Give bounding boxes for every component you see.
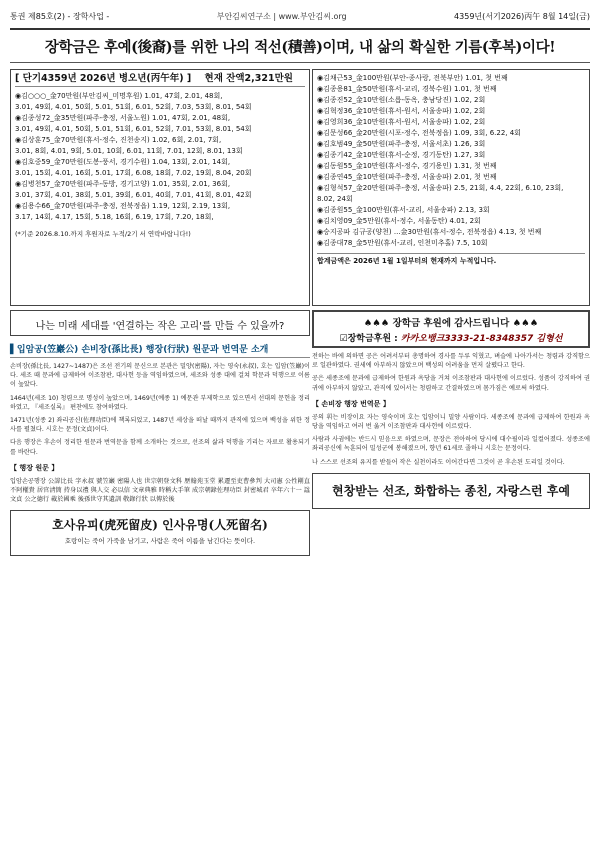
donor-left-10: ◉김용수66_金70만원(파주-충정, 전북정읍) 1.19, 12회, 2.19, 13회, <box>15 202 231 210</box>
newsletter-page <box>10 8 590 844</box>
donor-right-5: ◉김문성66_金20만원(시포-정수, 전북정읍) 1.09, 3회, 6.22, 4회 <box>317 129 521 137</box>
donor-left-2: ◉김종성72_金35만원(파주-충정, 서울노원) 1.01, 47회, 2.01, 48회, <box>15 114 231 122</box>
donor-list-right <box>312 69 590 306</box>
total-note: 합계금액은 2026년 1월 1일부터의 현재까지 누적입니다. <box>317 253 585 267</box>
article-left-column <box>10 310 310 556</box>
date-label: 4359년(서기2026)丙午 8월 14일(금) <box>454 12 590 21</box>
donor-note: (*기준 2026.8.10.까지 후원자로 누적/2기 서 연락바랍니다!) <box>15 230 191 238</box>
article-title: ▌입암공(笠巖公) 손비장(孫比長) 행장(行狀) 원문과 번역문 소개 <box>10 342 310 358</box>
article-paragraph: 다음 행장은 후손이 정리한 원문과 번역문을 함께 소개하는 것으로, 선조의 삶과 덕행을 기리는 자료로 활용되기를 바란다. <box>10 439 310 456</box>
fund-balance: 현재 잔액2,321만원 <box>204 73 293 84</box>
article-paragraph: 손비장(孫比長, 1427~1487)은 조선 전기의 문신으로 본관은 밀양(密陽), 자는 영숙(永叔), 호는 입암(笠巖)이다. 세조 때 문과에 급제하여 이조참판, 대사헌 등을 역임하였으며, 세조와 성종 대에 걸쳐 학문과 덕행으로 이름이 높았다. <box>10 363 310 389</box>
donor-left-0: ◉김○○○_金70만원(부안김씨_미명후원) 1.01, 47회, 2.01, 48회, <box>15 92 223 100</box>
donor-right-14: ◉승지공파 김규공(양천) ...金30만원(휴서-정수, 전북정읍) 4.13, 첫 번째 <box>317 228 542 236</box>
donor-right-6: ◉김호범49_金50만원(파주-충정, 서울서초) 1.26, 3회 <box>317 140 486 148</box>
slogan-banner: 현창받는 선조, 화합하는 종친, 자랑스런 후예 <box>312 473 590 509</box>
article-paragraph: 1471년(성종 2) 좌리공신(佐理功臣)에 책록되었고, 1487년 세상을 떠날 때까지 관직에 있으며 백성을 위한 정사를 펼쳤다. 시호는 문정(文貞)이다. <box>10 417 310 434</box>
donor-right-13: ◉김치영09_金5만원(휴서-정수, 서울동탄) 4.01, 2회 <box>317 217 481 225</box>
article-paragraph: 1464년(세조 10) 청렴으로 명성이 높았으며, 1469년(예종 1) 예문관 부제학으로 있으면서 선대의 문헌을 정리하였고, 『세조실록』 편찬에도 참여하였다. <box>10 394 310 411</box>
proverb-title: 호사유피(虎死留皮) 인사유명(人死留名) <box>52 518 268 533</box>
fund-status <box>15 73 305 87</box>
donation-label: ☑장학금후원 : <box>339 334 398 344</box>
translation-heading: 【 손비장 행장 번역문 】 <box>312 399 390 408</box>
donor-right-4: ◉김영희36_金10만원(휴서-원서, 서울송파) 1.02, 2회 <box>317 118 486 126</box>
original-text: 입암손공행장 公諱比長 字永叔 號笠巖 密陽人也 世宗朝登文科 歷翰苑玉堂 累遷至吏曹參判 大司憲 公性剛直 不阿權貴 居官淸簡 持身以禮 與人交 必以信 文章典雅 時稱大手筆 成宗朝錄佐理功臣 封密城君 卒年六十一 諡文貞 公之德行 載於國乘 後孫世守其遺訓 敬錄行狀 以傳於後 <box>10 477 310 504</box>
proverb-box <box>10 510 310 556</box>
donor-right-2: ◉김종진52_金10만원(소릅-동옥, 충남당진) 1.02, 2회 <box>317 96 486 104</box>
donor-left-3: 3.01, 49회, 4.01, 50회, 5.01, 51회, 6.01, 52회, 7.01, 53회, 8.01, 54회 <box>15 125 252 133</box>
donor-right-12: ◉김종원55_金100만원(휴서-교리, 서울송파) 2.13, 3회 <box>317 206 490 214</box>
donor-left-9: 3.01, 37회, 4.01, 38회, 5.01, 39회, 6.01, 40회, 7.01, 41회, 8.01, 42회 <box>15 191 252 199</box>
donor-left-5: 3.01, 8회, 4.01, 9회, 5.01, 10회, 6.01, 11회, 7.01, 12회, 8.01, 13회 <box>15 147 243 155</box>
donor-right-10: ◉김형석57_金20만원(파주-충정, 서울송파) 2.5, 21회, 4.4, 22회, 6.10, 23회, <box>317 184 564 192</box>
issue-label: 통권 제85호(2) - 장학사업 - <box>10 12 110 21</box>
donation-account-line <box>320 331 582 344</box>
donor-left-11: 3.17, 14회, 4.17, 15회, 5.18, 16회, 6.19, 17회, 7.20, 18회, <box>15 213 214 221</box>
article-paragraph: 공은 세종조에 문과에 급제하여 한원과 옥당을 거쳐 이조참판과 대사헌에 이르렀다. 성품이 강직하여 권귀에 아부하지 않았고, 관직에 있어서는 청렴하고 간결하였으며 몸가짐은 예로써 하였다. <box>312 375 590 392</box>
article-paragraph: 공의 휘는 비장이요 자는 영숙이며 호는 입암이니 밀양 사람이다. 세종조에 문과에 급제하여 한원과 옥당을 역임하고 여러 번 옮겨 이조참판과 대사헌에 이르렀다. <box>312 413 590 431</box>
donation-thanks: ♠♠♠ 장학금 후원에 감사드립니다 ♠♠♠ <box>363 318 539 329</box>
article-paragraph: 사람과 사귐에는 반드시 믿음으로 하였으며, 문장은 전아하여 당시에 대수필이라 일컬어졌다. 성종조에 좌리공신에 녹훈되어 밀성군에 봉해졌으며, 향년 61세로 졸하니 시호는 문정이다. <box>312 436 590 453</box>
fund-year-label: [ 단기4359년 2026년 병오년(丙午年) ] <box>15 73 192 84</box>
donor-left-6: ◉김호중59_金70만원(도봉-풍서, 경기수원) 1.04, 13회, 2.01, 14회, <box>15 158 231 166</box>
article-section <box>10 310 590 556</box>
quote-box: 나는 미래 세대를 '연결하는 작은 고리'를 만들 수 있을까? <box>10 310 310 336</box>
donor-left-1: 3.01, 49회, 4.01, 50회, 5.01, 51회, 6.01, 52회, 7.03, 53회, 8.01, 54회 <box>15 103 252 111</box>
donor-section <box>10 69 590 306</box>
donor-right-1: ◉김종용81_金50만원(휴서-교리, 경북수원) 1.01, 첫 번째 <box>317 85 497 93</box>
donor-right-8: ◉김동원55_金10만원(휴서-정수, 경기용인) 1.31, 첫 번째 <box>317 162 497 170</box>
donor-list-left <box>10 69 310 306</box>
article-paragraph: 나 스스로 선조의 유지를 받들어 작은 실천이라도 이어간다면 그것이 곧 후손된 도리일 것이다. <box>312 458 565 466</box>
donor-left-7: 3.01, 15회, 4.01, 16회, 5.01, 17회, 6.08, 18회, 7.02, 19회, 8.04, 20회 <box>15 169 252 177</box>
main-headline: 장학금은 후예(後裔)를 위한 나의 적선(積善)이며, 내 삶의 확실한 기름(후복)이다! <box>10 36 590 63</box>
donor-right-3: ◉김혁정36_金10만원(휴서-원서, 서울송파) 1.02, 2회 <box>317 107 486 115</box>
donor-right-7: ◉김종기42_金10만원(휴서-순정, 경기동탄) 1.27, 3회 <box>317 151 486 159</box>
donor-left-4: ◉김상훈75_金70만원(휴서-정수, 진천송지) 1.02, 6회, 2.01, 7회, <box>15 136 222 144</box>
site-label: 부안김씨연구소 | www.부안김씨.org <box>216 12 347 21</box>
article-paragraph: 전하는 바에 의하면 공은 어려서부터 총명하여 경사를 두루 익혔고, 벼슬에 나아가서는 청렴과 강직함으로 일관하였다. 권세에 아부하지 않았으며 백성의 어려움을 먼저 살폈다고 한다. <box>312 353 590 370</box>
page-header <box>10 8 590 30</box>
donor-left-8: ◉김병천57_金70만원(파주-동방, 경기고양) 1.01, 35회, 2.01, 36회, <box>15 180 231 188</box>
original-text-heading: 【 행장 원문 】 <box>10 463 59 472</box>
article-right-column <box>312 310 590 556</box>
donor-right-15: ◉김종대78_金5만원(휴서-교리, 인천미추홀) 7.5, 10회 <box>317 239 488 247</box>
donor-right-0: ◉김채근53_金100만원(부안-종사랑, 전북부안) 1.01, 첫 번째 <box>317 74 508 82</box>
donation-banner <box>312 310 590 348</box>
donor-right-11: 8.02, 24회 <box>317 195 353 203</box>
donation-account: 카카오뱅크3333-21-8348357 김형선 <box>400 334 563 344</box>
donor-right-9: ◉김종연45_金10만원(파주-충정, 서울송파) 2.01, 첫 번째 <box>317 173 497 181</box>
proverb-subtitle: 호랑이는 죽어 가죽을 남기고, 사람은 죽어 이름을 남긴다는 뜻이다. <box>64 537 256 546</box>
